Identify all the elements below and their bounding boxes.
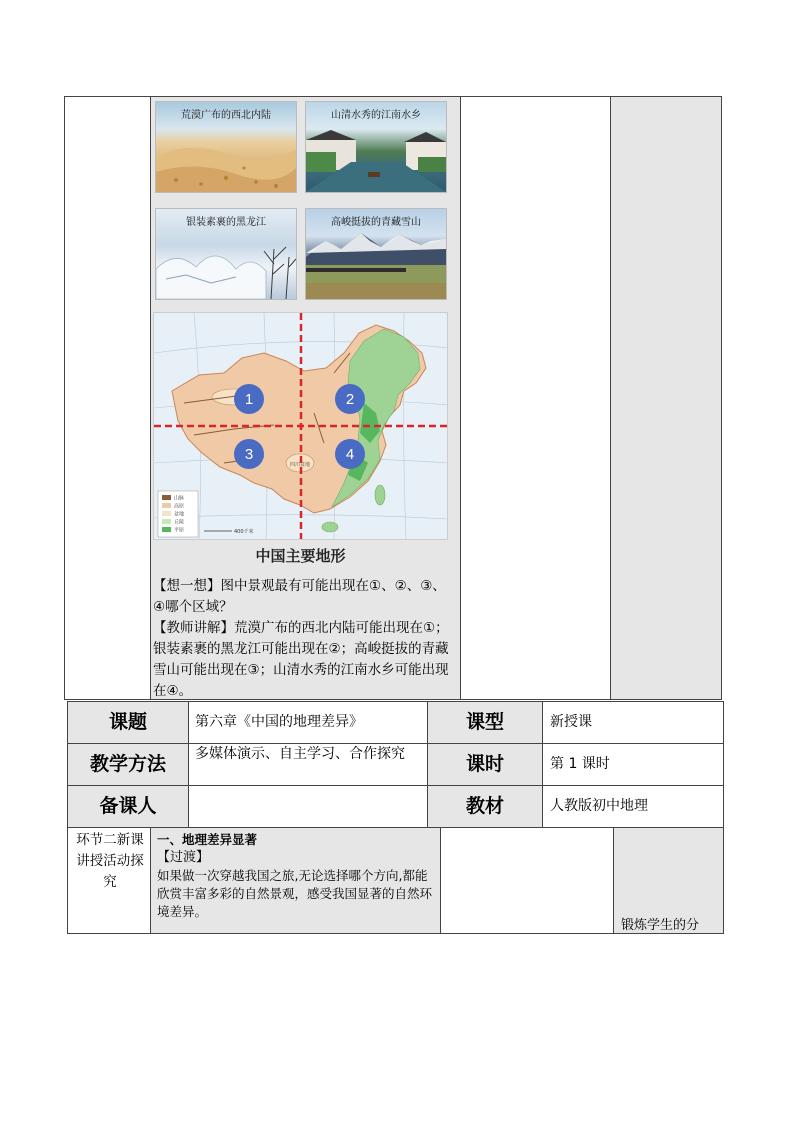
label-preparer: 备课人 (67, 785, 189, 828)
svg-text:平原: 平原 (174, 527, 185, 534)
label-lesson-type: 课型 (427, 701, 543, 744)
svg-text:丘陵: 丘陵 (174, 519, 185, 526)
value-period: 第 1 课时 (542, 743, 724, 786)
photo-caption: 高峻挺拔的青藏雪山 (331, 217, 421, 228)
value-method: 多媒体演示、自主学习、合作探究 (188, 743, 428, 786)
label-method: 教学方法 (67, 743, 189, 786)
label-topic: 课题 (67, 701, 189, 744)
value-textbook: 人教版初中地理 (542, 785, 724, 828)
svg-text:盆地: 盆地 (174, 511, 185, 518)
value-preparer (188, 785, 428, 828)
basin-label: 四川盆地 (289, 462, 311, 468)
svg-text:山脉: 山脉 (174, 495, 185, 502)
photo-northwest-desert (155, 101, 297, 193)
photo-jiangnan-watertown (305, 101, 447, 193)
student-activity-cell (440, 827, 614, 934)
content-cell (150, 827, 441, 934)
region-label-1: 1 (244, 391, 254, 408)
label-period: 课时 (427, 743, 543, 786)
top-table-col-stage (64, 96, 151, 700)
question-text (153, 576, 456, 702)
photo-caption: 山清水秀的江南水乡 (331, 110, 421, 121)
transition-label: 【过渡】 (157, 850, 210, 865)
photo-qingzang-snow-mountain (305, 208, 447, 300)
region-label-3: 3 (244, 446, 254, 463)
design-intent-cell (613, 827, 724, 934)
value-topic: 第六章《中国的地理差异》 (188, 701, 428, 744)
section-heading: 一、地理差异显著 (157, 832, 258, 847)
label-textbook: 教材 (427, 785, 543, 828)
map-scale (204, 528, 254, 535)
think-question: 【想一想】图中景观最有可能出现在①、②、③、④哪个区域？ (153, 578, 446, 615)
map-title: 中国主要地形 (255, 547, 346, 565)
region-label-4: 4 (345, 446, 355, 463)
stage-cell (67, 827, 151, 934)
value-lesson-type: 新授课 (542, 701, 724, 744)
stage-label: 环节二新课讲授活动探究 (76, 832, 144, 890)
top-table-col-intent (610, 96, 722, 700)
photo-caption: 银装素裹的黑龙江 (186, 217, 266, 228)
map-legend (158, 491, 198, 537)
svg-text:400千米: 400千米 (234, 529, 254, 535)
section-body: 如果做一次穿越我国之旅,无论选择哪个方向,都能欣赏丰富多彩的自然景观，感受我国显著的自然环境差异。 (157, 868, 433, 919)
teacher-explain: 【教师讲解】荒漠广布的西北内陆可能出现在①；银装素裹的黑龙江可能出现在②；高峻挺拔的青藏雪山可能出现在③；山清水秀的江南水乡可能出现在④。 (153, 620, 449, 699)
photo-caption: 荒漠广布的西北内陆 (181, 110, 271, 121)
china-terrain-map (153, 312, 448, 540)
design-intent-text: 锻炼学生的分 (621, 918, 700, 933)
photo-heilongjiang-snow (155, 208, 297, 300)
region-label-2: 2 (345, 391, 355, 408)
svg-text:高原: 高原 (174, 503, 185, 510)
top-table-col-student (460, 96, 611, 700)
